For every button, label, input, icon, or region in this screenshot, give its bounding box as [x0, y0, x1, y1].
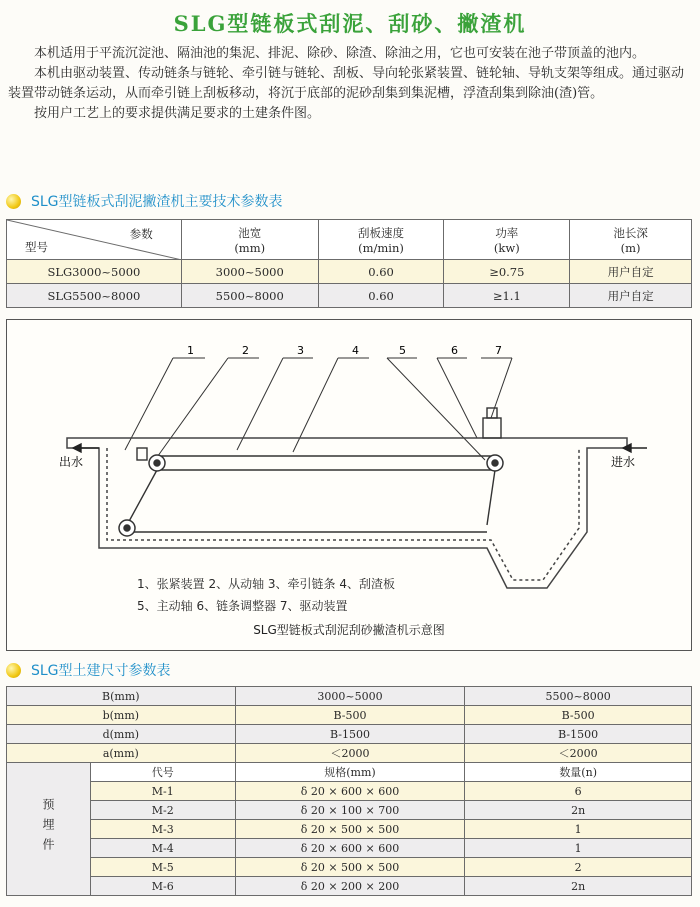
corner-model-label: 型号 [25, 240, 48, 254]
table-row: M-4 δ 20 × 600 × 600 1 [7, 839, 692, 858]
intro-text [8, 44, 694, 124]
intro-paragraph-1: 本机适用于平流沉淀池、隔油池的集泥、排泥、除砂、除渣、除油之用，它也可安装在池子带顶盖的池内。 [34, 46, 646, 61]
diagram-caption: SLG型链板式刮泥刮砂撇渣机示意图 [253, 623, 445, 637]
table-row: SLG5500~8000 5500~8000 0.60 ≥1.1 用户自定 [7, 284, 692, 308]
bullet-icon [6, 663, 21, 678]
page-title: SLG型链板式刮泥、刮砂、撇渣机 [173, 11, 527, 36]
svg-text:1: 1 [187, 344, 194, 357]
table-row: M-3 δ 20 × 500 × 500 1 [7, 820, 692, 839]
intro-paragraph-3: 按用户工艺上的要求提供满足要求的土建条件图。 [34, 106, 321, 121]
chain-loop [127, 456, 495, 532]
header-width: 池宽 (mm) [181, 220, 318, 260]
header-power: 功率 (kw) [444, 220, 570, 260]
header-speed: 刮板速度 (m/min) [318, 220, 444, 260]
schematic-drawing [7, 320, 690, 610]
svg-text:4: 4 [352, 344, 359, 357]
flow-arrow-icons [73, 444, 647, 452]
tech-params-table [6, 219, 692, 308]
section-civil-title: SLG型土建尺寸参数表 [31, 663, 171, 679]
section-tech-params [6, 191, 283, 211]
section-tech-title: SLG型链板式刮泥撇渣机主要技术参数表 [31, 194, 283, 210]
table-row: a(mm) ＜2000 ＜2000 [7, 744, 692, 763]
civil-params-table [6, 686, 692, 896]
table-row: M-1 δ 20 × 600 × 600 6 [7, 782, 692, 801]
drive-unit-icon [137, 408, 501, 460]
legend-line-1: 1、张紧装置 2、从动轴 3、牵引链条 4、刮渣板 [137, 577, 395, 591]
svg-text:3: 3 [297, 344, 304, 357]
inlet-label: 进水 [611, 455, 636, 469]
embed-header-row: 预埋件 代号 规格(mm) 数量(n) [7, 763, 692, 782]
table-row: B(mm) 3000~5000 5500~8000 [7, 687, 692, 706]
svg-text:5: 5 [399, 344, 406, 357]
tech-header-row [7, 220, 692, 260]
callout-numbers [125, 344, 512, 460]
schematic-diagram [6, 319, 692, 651]
intro-paragraph-2: 本机由驱动装置、传动链条与链轮、牵引链与链轮、刮板、导向轮张紧装置、链轮轴、导轨支架等组成。通过驱动装置带动链条运动，从而牵引链上刮板移动，将沉于底部的泥砂刮集到集泥槽，浮渣刮集到除油(渣)管。 [8, 66, 685, 101]
table-row: M-5 δ 20 × 500 × 500 2 [7, 858, 692, 877]
section-civil-params [6, 660, 171, 680]
table-row: b(mm) B-500 B-500 [7, 706, 692, 725]
legend-line-2: 5、主动轴 6、链条调整器 7、驱动装置 [137, 599, 348, 613]
svg-text:7: 7 [495, 344, 502, 357]
embed-side-label: 预埋件 [7, 763, 91, 896]
sprocket-icons [119, 455, 503, 536]
table-row: d(mm) B-1500 B-1500 [7, 725, 692, 744]
table-row: M-6 δ 20 × 200 × 200 2n [7, 877, 692, 896]
svg-text:6: 6 [451, 344, 458, 357]
svg-text:2: 2 [242, 344, 249, 357]
corner-param-label: 参数 [129, 227, 153, 241]
header-depth: 池长深 (m) [570, 220, 692, 260]
bullet-icon [6, 194, 21, 209]
table-row: SLG3000~5000 3000~5000 0.60 ≥0.75 用户自定 [7, 260, 692, 284]
outlet-label: 出水 [59, 455, 84, 469]
corner-cell [7, 220, 182, 260]
table-row: M-2 δ 20 × 100 × 700 2n [7, 801, 692, 820]
